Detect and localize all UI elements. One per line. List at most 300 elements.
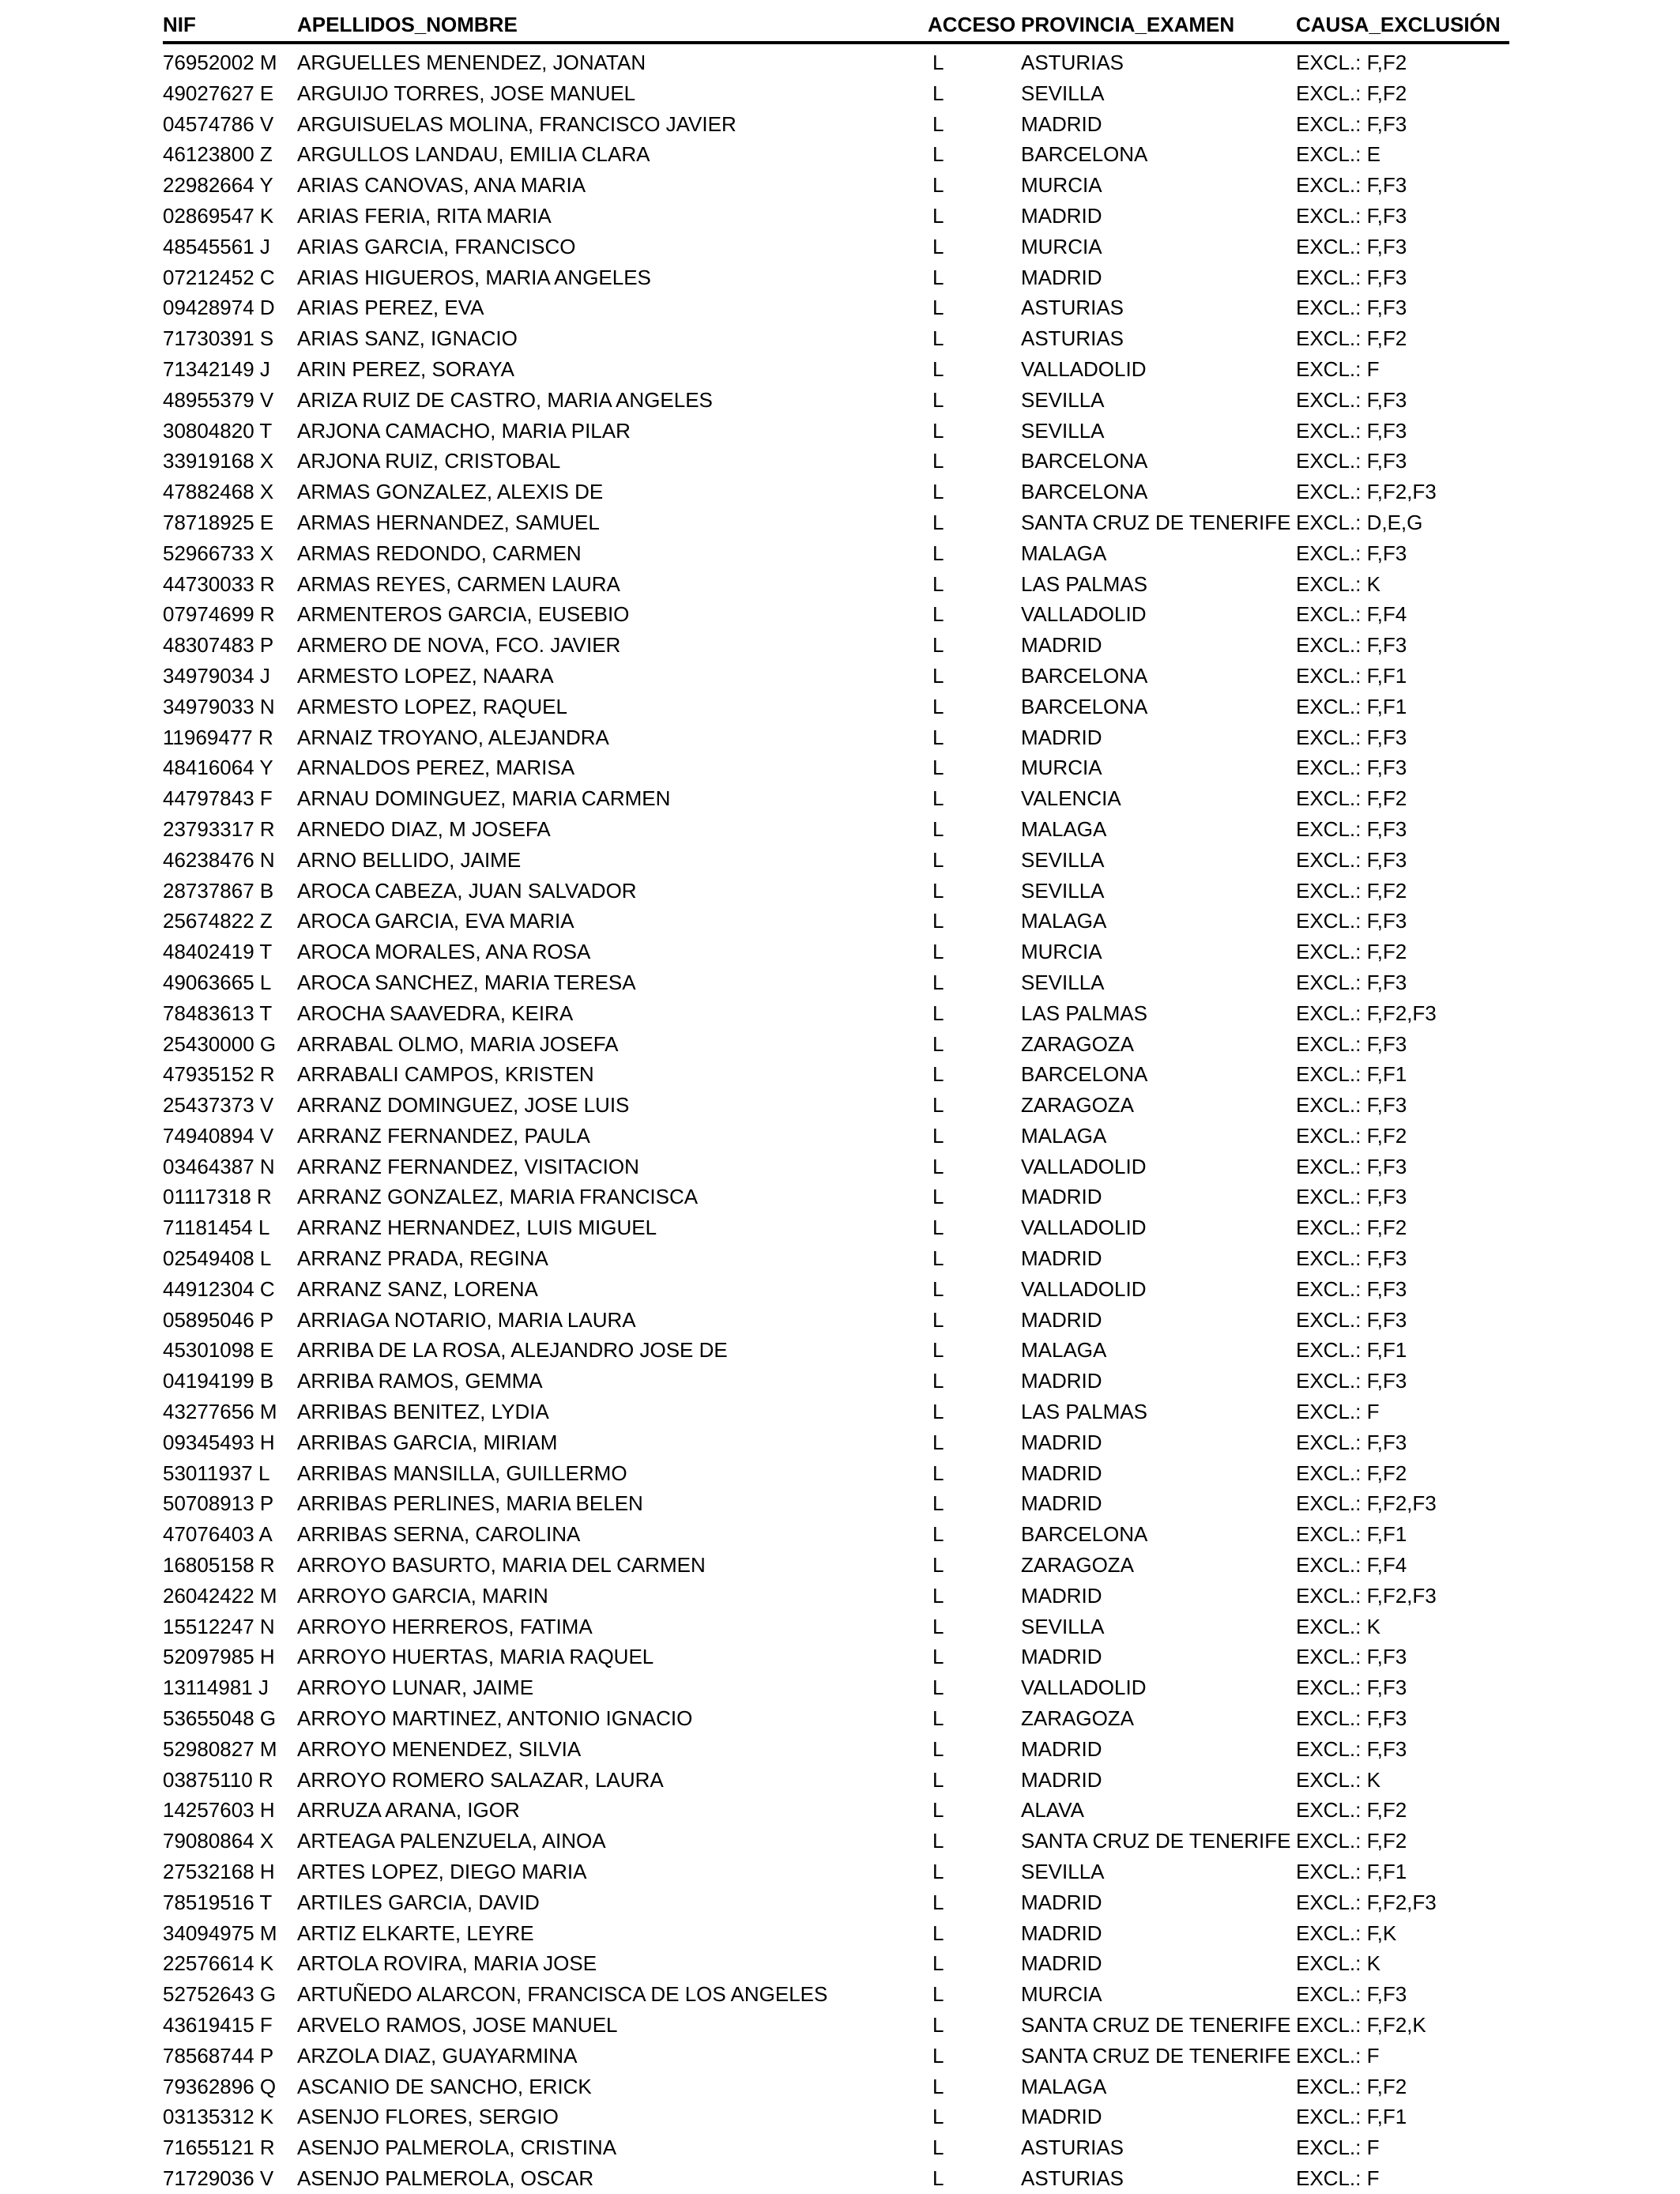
table-row <box>163 446 1509 477</box>
cell-causa-exclusion: EXCL.: F,F2,K <box>1296 2013 1426 2037</box>
cell-causa-exclusion: EXCL.: F,F3 <box>1296 1706 1407 1731</box>
table-row <box>163 630 1509 661</box>
table-row <box>163 937 1509 967</box>
cell-apellidos-nombre: ARRANZ SANZ, LORENA <box>297 1276 538 1301</box>
cell-causa-exclusion: EXCL.: E <box>1296 142 1381 167</box>
cell-provincia-examen: MALAGA <box>1021 541 1107 565</box>
cell-apellidos-nombre: ASENJO PALMEROLA, OSCAR <box>297 2166 594 2190</box>
cell-nif: 78718925 E <box>163 510 274 534</box>
table-row <box>163 292 1509 323</box>
cell-provincia-examen: MADRID <box>1021 1246 1102 1271</box>
cell-provincia-examen: ASTURIAS <box>1021 296 1124 320</box>
table-body <box>163 47 1509 2194</box>
cell-nif: 25437373 V <box>163 1093 274 1118</box>
cell-nif: 78568744 P <box>163 2043 274 2068</box>
cell-causa-exclusion: EXCL.: F,F4 <box>1296 602 1407 627</box>
cell-nif: 30804820 T <box>163 418 273 443</box>
table-row <box>163 1734 1509 1765</box>
table-row <box>163 1948 1509 1979</box>
cell-acceso: L <box>932 1645 944 1669</box>
table-row <box>163 1887 1509 1918</box>
cell-acceso: L <box>932 909 944 933</box>
table-row <box>163 783 1509 814</box>
header-apellidos-nombre: APELLIDOS_NOMBRE <box>297 13 518 36</box>
cell-acceso: L <box>932 1736 944 1761</box>
cell-nif: 34979034 J <box>163 663 270 688</box>
cell-acceso: L <box>932 694 944 718</box>
table-row <box>163 416 1509 447</box>
cell-provincia-examen: MURCIA <box>1021 1982 1102 2007</box>
cell-provincia-examen: MURCIA <box>1021 173 1102 198</box>
table-row <box>163 477 1509 507</box>
cell-causa-exclusion: EXCL.: F <box>1296 1400 1380 1424</box>
cell-provincia-examen: MADRID <box>1021 1890 1102 1914</box>
cell-acceso: L <box>932 1890 944 1914</box>
cell-causa-exclusion: EXCL.: F,F2 <box>1296 1798 1407 1823</box>
cell-acceso: L <box>932 173 944 198</box>
cell-provincia-examen: MURCIA <box>1021 234 1102 258</box>
cell-acceso: L <box>932 1430 944 1454</box>
cell-apellidos-nombre: ARIAS CANOVAS, ANA MARIA <box>297 173 586 198</box>
cell-nif: 07212452 C <box>163 265 275 289</box>
table-row <box>163 1550 1509 1581</box>
table-row <box>163 354 1509 385</box>
header-nif: NIF <box>163 13 196 36</box>
cell-acceso: L <box>932 81 944 105</box>
cell-nif: 78483613 T <box>163 1001 273 1025</box>
cell-nif: 48307483 P <box>163 633 274 658</box>
cell-apellidos-nombre: ARGULLOS LANDAU, EMILIA CLARA <box>297 142 650 167</box>
cell-apellidos-nombre: ARGUIJO TORRES, JOSE MANUEL <box>297 81 636 105</box>
cell-apellidos-nombre: ARRANZ FERNANDEZ, VISITACION <box>297 1154 639 1178</box>
cell-nif: 46123800 Z <box>163 142 273 167</box>
cell-nif: 05895046 P <box>163 1307 274 1332</box>
cell-causa-exclusion: EXCL.: F,F3 <box>1296 541 1407 565</box>
cell-acceso: L <box>932 510 944 534</box>
cell-nif: 09345493 H <box>163 1430 275 1454</box>
table-row <box>163 232 1509 262</box>
table-row <box>163 876 1509 907</box>
cell-apellidos-nombre: ARNALDOS PEREZ, MARISA <box>297 756 575 780</box>
cell-causa-exclusion: EXCL.: F,F3 <box>1296 1276 1407 1301</box>
cell-causa-exclusion: EXCL.: F,F3 <box>1296 1154 1407 1178</box>
table-row <box>163 998 1509 1029</box>
cell-provincia-examen: VALLADOLID <box>1021 602 1147 627</box>
table-row <box>163 2102 1509 2132</box>
cell-acceso: L <box>932 663 944 688</box>
cell-nif: 43277656 M <box>163 1400 277 1424</box>
table-row <box>163 1182 1509 1212</box>
table-row <box>163 1918 1509 1949</box>
cell-apellidos-nombre: ARVELO RAMOS, JOSE MANUEL <box>297 2013 618 2037</box>
cell-nif: 52966733 X <box>163 541 274 565</box>
cell-acceso: L <box>932 1216 944 1240</box>
cell-causa-exclusion: EXCL.: F,F3 <box>1296 1185 1407 1209</box>
table-row <box>163 1305 1509 1336</box>
table-row <box>163 1152 1509 1182</box>
cell-causa-exclusion: EXCL.: F,F2 <box>1296 1123 1407 1148</box>
table-row <box>163 1458 1509 1489</box>
cell-acceso: L <box>932 1062 944 1087</box>
cell-apellidos-nombre: ARROYO MENENDEZ, SILVIA <box>297 1736 582 1761</box>
cell-acceso: L <box>932 1093 944 1118</box>
cell-causa-exclusion: EXCL.: F,F3 <box>1296 1246 1407 1271</box>
cell-apellidos-nombre: ARRABAL OLMO, MARIA JOSEFA <box>297 1031 619 1056</box>
cell-acceso: L <box>932 878 944 903</box>
cell-acceso: L <box>932 1369 944 1393</box>
cell-acceso: L <box>932 2043 944 2068</box>
cell-causa-exclusion: EXCL.: F,F2 <box>1296 878 1407 903</box>
header-acceso: ACCESO <box>928 13 1016 36</box>
cell-apellidos-nombre: ARTUÑEDO ALARCON, FRANCISCA DE LOS ANGELES <box>297 1982 828 2007</box>
cell-apellidos-nombre: ARMAS GONZALEZ, ALEXIS DE <box>297 480 604 504</box>
cell-nif: 34094975 M <box>163 1921 277 1945</box>
cell-nif: 48955379 V <box>163 387 274 412</box>
cell-causa-exclusion: EXCL.: F,F2 <box>1296 1829 1407 1853</box>
table-row <box>163 1642 1509 1672</box>
table-row <box>163 1519 1509 1550</box>
cell-causa-exclusion: EXCL.: F,F3 <box>1296 909 1407 933</box>
table-row <box>163 109 1509 140</box>
cell-acceso: L <box>932 142 944 167</box>
table-row <box>163 1826 1509 1857</box>
cell-nif: 33919168 X <box>163 449 274 473</box>
cell-nif: 27532168 H <box>163 1860 275 1884</box>
cell-nif: 13114981 J <box>163 1676 269 1700</box>
cell-nif: 25674822 Z <box>163 909 273 933</box>
cell-acceso: L <box>932 326 944 351</box>
cell-causa-exclusion: EXCL.: F,F2,F3 <box>1296 1583 1437 1608</box>
cell-apellidos-nombre: ARTES LOPEZ, DIEGO MARIA <box>297 1860 587 1884</box>
cell-acceso: L <box>932 2074 944 2098</box>
cell-nif: 79362896 Q <box>163 2074 277 2098</box>
cell-provincia-examen: ASTURIAS <box>1021 51 1124 74</box>
cell-provincia-examen: VALLADOLID <box>1021 1154 1147 1178</box>
cell-apellidos-nombre: ARMAS HERNANDEZ, SAMUEL <box>297 510 600 534</box>
cell-apellidos-nombre: ARRANZ FERNANDEZ, PAULA <box>297 1123 590 1148</box>
cell-apellidos-nombre: ARTIZ ELKARTE, LEYRE <box>297 1921 534 1945</box>
cell-provincia-examen: SANTA CRUZ DE TENERIFE <box>1021 1829 1291 1853</box>
cell-provincia-examen: BARCELONA <box>1021 694 1148 718</box>
cell-provincia-examen: SEVILLA <box>1021 847 1105 872</box>
cell-apellidos-nombre: ARRIBAS BENITEZ, LYDIA <box>297 1400 549 1424</box>
cell-causa-exclusion: EXCL.: F,F3 <box>1296 816 1407 841</box>
table-row <box>163 845 1509 876</box>
cell-acceso: L <box>932 970 944 994</box>
cell-acceso: L <box>932 1951 944 1976</box>
cell-nif: 04194199 B <box>163 1369 274 1393</box>
table-row <box>163 722 1509 753</box>
cell-causa-exclusion: EXCL.: F,F3 <box>1296 418 1407 443</box>
cell-provincia-examen: SEVILLA <box>1021 878 1105 903</box>
cell-apellidos-nombre: ARRIAGA NOTARIO, MARIA LAURA <box>297 1307 636 1332</box>
cell-nif: 03875110 R <box>163 1767 273 1792</box>
cell-acceso: L <box>932 2166 944 2190</box>
cell-causa-exclusion: EXCL.: F,F3 <box>1296 387 1407 412</box>
table-row <box>163 2071 1509 2102</box>
cell-provincia-examen: MADRID <box>1021 1461 1102 1485</box>
cell-nif: 11969477 R <box>163 725 273 749</box>
cell-causa-exclusion: EXCL.: F,F3 <box>1296 1307 1407 1332</box>
cell-nif: 47935152 R <box>163 1062 275 1087</box>
cell-apellidos-nombre: ARGUELLES MENENDEZ, JONATAN <box>297 51 646 74</box>
cell-provincia-examen: VALLADOLID <box>1021 1676 1147 1700</box>
cell-causa-exclusion: EXCL.: F,F1 <box>1296 2105 1407 2129</box>
cell-apellidos-nombre: ARMERO DE NOVA, FCO. JAVIER <box>297 633 621 658</box>
cell-apellidos-nombre: ARMESTO LOPEZ, NAARA <box>297 663 554 688</box>
cell-acceso: L <box>932 1982 944 2007</box>
cell-apellidos-nombre: ARZOLA DIAZ, GUAYARMINA <box>297 2043 578 2068</box>
table-row <box>163 1366 1509 1397</box>
cell-apellidos-nombre: ARRANZ HERNANDEZ, LUIS MIGUEL <box>297 1216 657 1240</box>
cell-nif: 26042422 M <box>163 1583 277 1608</box>
cell-provincia-examen: MALAGA <box>1021 2074 1107 2098</box>
cell-provincia-examen: BARCELONA <box>1021 1062 1148 1087</box>
cell-nif: 47076403 A <box>163 1522 273 1547</box>
cell-provincia-examen: SANTA CRUZ DE TENERIFE <box>1021 2043 1291 2068</box>
cell-nif: 23793317 R <box>163 816 275 841</box>
cell-provincia-examen: MALAGA <box>1021 1123 1107 1148</box>
cell-nif: 71342149 J <box>163 356 270 381</box>
cell-causa-exclusion: EXCL.: F <box>1296 2136 1380 2160</box>
cell-provincia-examen: MADRID <box>1021 265 1102 289</box>
table-row <box>163 1488 1509 1519</box>
cell-causa-exclusion: EXCL.: F,F2 <box>1296 1461 1407 1485</box>
table-row <box>163 385 1509 416</box>
cell-provincia-examen: ASTURIAS <box>1021 326 1124 351</box>
cell-causa-exclusion: EXCL.: F,F3 <box>1296 1676 1407 1700</box>
cell-provincia-examen: BARCELONA <box>1021 449 1148 473</box>
cell-causa-exclusion: EXCL.: F,F2,F3 <box>1296 480 1437 504</box>
cell-causa-exclusion: EXCL.: F,F3 <box>1296 265 1407 289</box>
cell-causa-exclusion: EXCL.: F,F2 <box>1296 2074 1407 2098</box>
table-row <box>163 599 1509 630</box>
cell-provincia-examen: ZARAGOZA <box>1021 1706 1135 1731</box>
cell-acceso: L <box>932 816 944 841</box>
cell-acceso: L <box>932 1001 944 1025</box>
cell-acceso: L <box>932 2136 944 2160</box>
table-row <box>163 2041 1509 2071</box>
table-row <box>163 1795 1509 1826</box>
cell-apellidos-nombre: ARROYO HERREROS, FATIMA <box>297 1614 593 1638</box>
table-row <box>163 507 1509 538</box>
cell-apellidos-nombre: ARIAS PEREZ, EVA <box>297 296 484 320</box>
cell-nif: 34979033 N <box>163 694 275 718</box>
cell-provincia-examen: VALLADOLID <box>1021 1276 1147 1301</box>
cell-apellidos-nombre: ARROYO ROMERO SALAZAR, LAURA <box>297 1767 664 1792</box>
cell-provincia-examen: MURCIA <box>1021 756 1102 780</box>
table-row <box>163 661 1509 692</box>
cell-acceso: L <box>932 1400 944 1424</box>
cell-provincia-examen: MADRID <box>1021 633 1102 658</box>
cell-apellidos-nombre: ARTEAGA PALENZUELA, AINOA <box>297 1829 606 1853</box>
cell-causa-exclusion: EXCL.: F,F2,F3 <box>1296 1890 1437 1914</box>
cell-provincia-examen: MURCIA <box>1021 940 1102 964</box>
cell-nif: 76952002 M <box>163 51 277 74</box>
table-header <box>163 8 1509 44</box>
cell-apellidos-nombre: ARIAS GARCIA, FRANCISCO <box>297 234 576 258</box>
cell-nif: 50708913 P <box>163 1491 274 1516</box>
cell-apellidos-nombre: ARRIBAS SERNA, CAROLINA <box>297 1522 581 1547</box>
cell-causa-exclusion: EXCL.: F,F2 <box>1296 1216 1407 1240</box>
cell-acceso: L <box>932 940 944 964</box>
cell-acceso: L <box>932 1706 944 1731</box>
cell-causa-exclusion: EXCL.: F,F3 <box>1296 633 1407 658</box>
cell-apellidos-nombre: ARNEDO DIAZ, M JOSEFA <box>297 816 551 841</box>
table-row <box>163 1090 1509 1121</box>
cell-nif: 48402419 T <box>163 940 273 964</box>
cell-provincia-examen: MADRID <box>1021 1491 1102 1516</box>
cell-nif: 79080864 X <box>163 1829 274 1853</box>
cell-causa-exclusion: EXCL.: F,F3 <box>1296 296 1407 320</box>
cell-provincia-examen: BARCELONA <box>1021 663 1148 688</box>
cell-apellidos-nombre: ARROYO HUERTAS, MARIA RAQUEL <box>297 1645 654 1669</box>
table-row <box>163 1059 1509 1090</box>
cell-acceso: L <box>932 1860 944 1884</box>
cell-apellidos-nombre: ARGUISUELAS MOLINA, FRANCISCO JAVIER <box>297 111 736 136</box>
cell-apellidos-nombre: ARMAS REYES, CARMEN LAURA <box>297 571 620 596</box>
cell-apellidos-nombre: ARIAS HIGUEROS, MARIA ANGELES <box>297 265 651 289</box>
cell-nif: 52097985 H <box>163 1645 275 1669</box>
cell-provincia-examen: ALAVA <box>1021 1798 1084 1823</box>
table-row <box>163 262 1509 293</box>
table-row <box>163 78 1509 109</box>
cell-provincia-examen: MADRID <box>1021 2105 1102 2129</box>
cell-acceso: L <box>932 1829 944 1853</box>
cell-nif: 04574786 V <box>163 111 274 136</box>
cell-nif: 49063665 L <box>163 970 272 994</box>
cell-apellidos-nombre: ARNAU DOMINGUEZ, MARIA CARMEN <box>297 786 671 811</box>
cell-causa-exclusion: EXCL.: K <box>1296 1614 1381 1638</box>
cell-provincia-examen: MADRID <box>1021 1307 1102 1332</box>
cell-nif: 46238476 N <box>163 847 275 872</box>
cell-acceso: L <box>932 725 944 749</box>
cell-causa-exclusion: EXCL.: F,F1 <box>1296 1062 1407 1087</box>
cell-provincia-examen: LAS PALMAS <box>1021 1400 1147 1424</box>
cell-causa-exclusion: EXCL.: F <box>1296 356 1380 381</box>
cell-provincia-examen: SANTA CRUZ DE TENERIFE <box>1021 510 1291 534</box>
cell-acceso: L <box>932 418 944 443</box>
cell-causa-exclusion: EXCL.: F,F3 <box>1296 111 1407 136</box>
table-row <box>163 1121 1509 1152</box>
cell-apellidos-nombre: ARMAS REDONDO, CARMEN <box>297 541 582 565</box>
table-row <box>163 569 1509 600</box>
table-row <box>163 1581 1509 1612</box>
cell-acceso: L <box>932 480 944 504</box>
table-row <box>163 1857 1509 1887</box>
cell-acceso: L <box>932 1461 944 1485</box>
cell-provincia-examen: MADRID <box>1021 1583 1102 1608</box>
cell-nif: 22982664 Y <box>163 173 273 198</box>
cell-apellidos-nombre: ARMENTEROS GARCIA, EUSEBIO <box>297 602 630 627</box>
cell-nif: 28737867 B <box>163 878 274 903</box>
cell-acceso: L <box>932 1031 944 1056</box>
cell-provincia-examen: MALAGA <box>1021 909 1107 933</box>
cell-causa-exclusion: EXCL.: K <box>1296 1951 1381 1976</box>
cell-apellidos-nombre: ARIAS FERIA, RITA MARIA <box>297 203 552 228</box>
cell-provincia-examen: ASTURIAS <box>1021 2136 1124 2160</box>
cell-nif: 03464387 N <box>163 1154 275 1178</box>
table-row <box>163 906 1509 937</box>
cell-acceso: L <box>932 847 944 872</box>
cell-nif: 71729036 V <box>163 2166 274 2190</box>
table-row <box>163 201 1509 232</box>
cell-acceso: L <box>932 1123 944 1148</box>
cell-provincia-examen: MADRID <box>1021 111 1102 136</box>
cell-provincia-examen: BARCELONA <box>1021 1522 1148 1547</box>
cell-apellidos-nombre: ARRIBA DE LA ROSA, ALEJANDRO JOSE DE <box>297 1338 728 1363</box>
cell-acceso: L <box>932 265 944 289</box>
cell-nif: 14257603 H <box>163 1798 275 1823</box>
cell-nif: 02549408 L <box>163 1246 272 1271</box>
cell-apellidos-nombre: ARRIBA RAMOS, GEMMA <box>297 1369 543 1393</box>
cell-causa-exclusion: EXCL.: F,F3 <box>1296 449 1407 473</box>
cell-apellidos-nombre: ARJONA CAMACHO, MARIA PILAR <box>297 418 631 443</box>
cell-causa-exclusion: EXCL.: F,F3 <box>1296 756 1407 780</box>
cell-apellidos-nombre: ARNAIZ TROYANO, ALEJANDRA <box>297 725 609 749</box>
cell-causa-exclusion: EXCL.: F,F3 <box>1296 1093 1407 1118</box>
cell-causa-exclusion: EXCL.: F,F2 <box>1296 786 1407 811</box>
cell-acceso: L <box>932 571 944 596</box>
table-row <box>163 752 1509 783</box>
table-row <box>163 1765 1509 1796</box>
cell-nif: 48416064 Y <box>163 756 273 780</box>
cell-causa-exclusion: EXCL.: F,F3 <box>1296 1430 1407 1454</box>
cell-apellidos-nombre: ARRUZA ARANA, IGOR <box>297 1798 520 1823</box>
exclusion-list-table <box>163 8 1509 2194</box>
cell-nif: 16805158 R <box>163 1553 275 1578</box>
cell-acceso: L <box>932 2013 944 2037</box>
cell-nif: 52980827 M <box>163 1736 277 1761</box>
table-row <box>163 1212 1509 1243</box>
cell-causa-exclusion: EXCL.: F,F2,F3 <box>1296 1491 1437 1516</box>
table-row <box>163 1427 1509 1458</box>
cell-acceso: L <box>932 1676 944 1700</box>
cell-causa-exclusion: EXCL.: F,F2 <box>1296 326 1407 351</box>
cell-acceso: L <box>932 234 944 258</box>
cell-provincia-examen: MADRID <box>1021 1767 1102 1792</box>
cell-nif: 74940894 V <box>163 1123 274 1148</box>
cell-apellidos-nombre: ARROYO GARCIA, MARIN <box>297 1583 548 1608</box>
cell-nif: 48545561 J <box>163 234 270 258</box>
table-row <box>163 1703 1509 1734</box>
cell-provincia-examen: MADRID <box>1021 1430 1102 1454</box>
cell-acceso: L <box>932 387 944 412</box>
cell-nif: 44797843 F <box>163 786 273 811</box>
cell-acceso: L <box>932 2105 944 2129</box>
cell-causa-exclusion: EXCL.: F,F1 <box>1296 1522 1407 1547</box>
cell-apellidos-nombre: ARROYO MARTINEZ, ANTONIO IGNACIO <box>297 1706 693 1731</box>
cell-acceso: L <box>932 602 944 627</box>
cell-acceso: L <box>932 1307 944 1332</box>
cell-acceso: L <box>932 1154 944 1178</box>
table-row <box>163 139 1509 170</box>
cell-nif: 25430000 G <box>163 1031 277 1056</box>
table-row <box>163 2132 1509 2163</box>
table-row <box>163 2163 1509 2194</box>
cell-provincia-examen: SANTA CRUZ DE TENERIFE <box>1021 2013 1291 2037</box>
cell-apellidos-nombre: AROCA MORALES, ANA ROSA <box>297 940 591 964</box>
cell-acceso: L <box>932 1583 944 1608</box>
cell-acceso: L <box>932 111 944 136</box>
cell-nif: 22576614 K <box>163 1951 274 1976</box>
cell-provincia-examen: MADRID <box>1021 1185 1102 1209</box>
cell-nif: 44912304 C <box>163 1276 275 1301</box>
cell-causa-exclusion: EXCL.: D,E,G <box>1296 510 1423 534</box>
cell-provincia-examen: SEVILLA <box>1021 387 1105 412</box>
cell-nif: 71655121 R <box>163 2136 275 2160</box>
cell-provincia-examen: SEVILLA <box>1021 418 1105 443</box>
